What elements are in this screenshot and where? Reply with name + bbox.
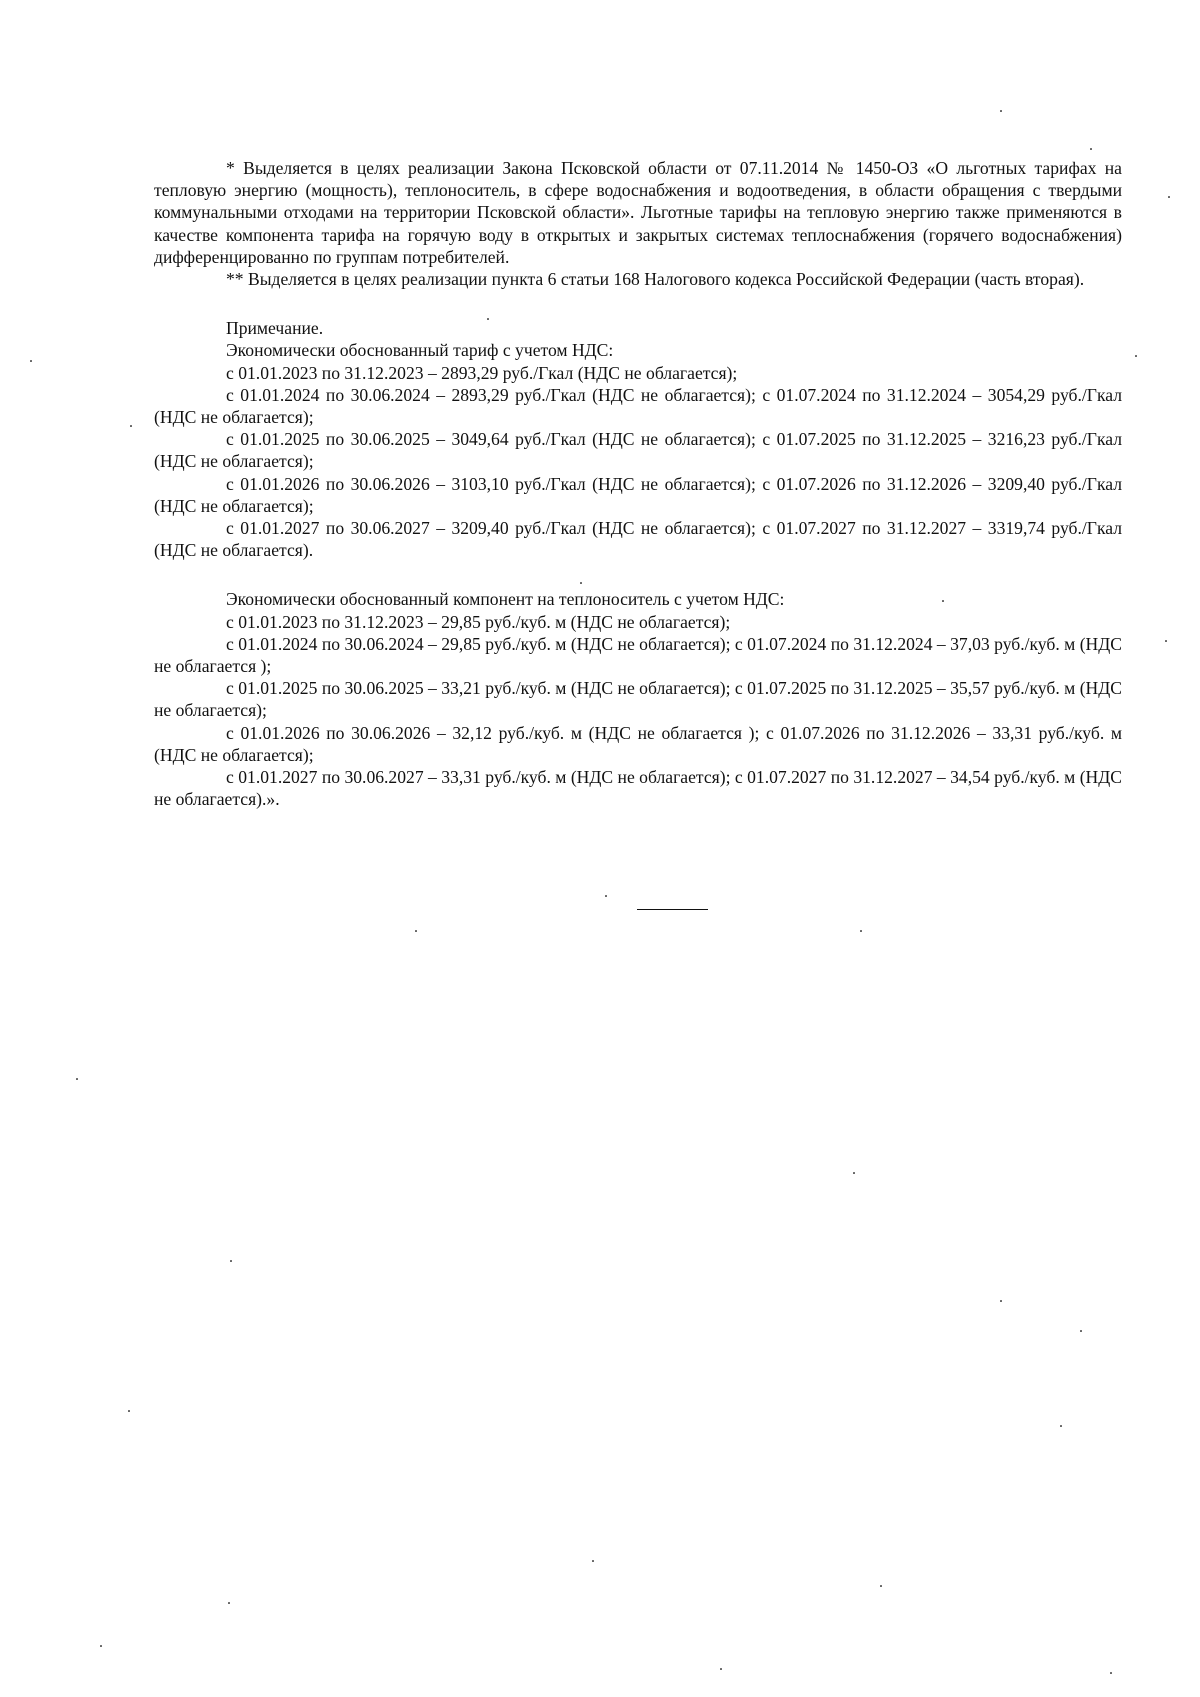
scan-speck <box>1135 355 1137 357</box>
scan-speck <box>130 425 132 427</box>
carrier-line: с 01.01.2024 по 30.06.2024 – 29,85 руб./куб. м (НДС не облагается); с 01.07.2024 по 31.12.2024 – 37,03 руб./куб. м (НДС не облагается ); <box>154 633 1122 677</box>
tariff-line: с 01.01.2023 по 31.12.2023 – 2893,29 руб./Гкал (НДС не облагается); <box>226 362 738 383</box>
tariff-line: с 01.01.2027 по 30.06.2027 – 3209,40 руб./Гкал (НДС не облагается); с 01.07.2027 по 31.12.2027 – 3319,74 руб./Гкал (НДС не облагается). <box>154 518 1122 561</box>
tariff-line: с 01.01.2024 по 30.06.2024 – 2893,29 руб./Гкал (НДС не облагается); с 01.07.2024 по 31.12.2024 – 3054,29 руб./Гкал (НДС не облагается); <box>154 384 1122 428</box>
scan-speck <box>128 1410 130 1412</box>
scan-speck <box>1000 110 1002 112</box>
scan-speck <box>1110 1672 1112 1674</box>
scan-speck <box>853 1172 855 1174</box>
note-heading: Примечание. <box>226 318 324 339</box>
carrier-line: с 01.01.2025 по 30.06.2025 – 33,21 руб./куб. м (НДС не облагается); с 01.07.2025 по 31.12.2025 – 35,57 руб./куб. м (НДС не облагается); <box>154 678 1122 721</box>
scan-speck <box>415 930 417 932</box>
scan-speck <box>1000 1300 1002 1302</box>
document-body <box>154 157 1122 810</box>
scan-speck <box>1168 196 1170 198</box>
tariff-line: с 01.01.2026 по 30.06.2026 – 3103,10 руб./Гкал (НДС не облагается); с 01.07.2026 по 31.12.2026 – 3209,40 руб./Гкал (НДС не облагается); <box>154 473 1122 516</box>
carrier-section-title: Экономически обоснованный компонент на теплоноситель с учетом НДС: <box>226 589 785 610</box>
footnote-double-star: ** Выделяется в целях реализации пункта 6 статьи 168 Налогового кодекса Российской Федерации (часть вторая). <box>226 269 1085 290</box>
scan-speck <box>230 1260 232 1262</box>
tariff-line: с 01.01.2025 по 30.06.2025 – 3049,64 руб./Гкал (НДС не облагается); с 01.07.2025 по 31.12.2025 – 3216,23 руб./Гкал (НДС не облагается); <box>154 429 1122 472</box>
tariff-section-title: Экономически обоснованный тариф с учетом НДС: <box>226 340 614 361</box>
closing-rule <box>637 909 708 910</box>
footnote-single-star: * Выделяется в целях реализации Закона Псковской области от 07.11.2014 № 1450-ОЗ «О льготных тарифах на тепловую энергию (мощность), теплоноситель, в сфере водоснабжения и водоотведения, в области обращения с твердыми коммунальными отходами на территории Псковской области». Льготные тарифы на тепловую энергию также применяются в качестве компонента тарифа на горячую воду в открытых и закрытых системах теплоснабжения (горячего водоснабжения) дифференцированно по группам потребителей. <box>154 158 1122 267</box>
carrier-line: с 01.01.2023 по 31.12.2023 – 29,85 руб./куб. м (НДС не облагается); <box>226 611 731 632</box>
scan-speck <box>720 1668 722 1670</box>
scan-speck <box>1090 148 1092 150</box>
scan-speck <box>1060 1425 1062 1427</box>
paragraph-gap <box>154 290 1122 317</box>
scan-speck <box>580 582 582 584</box>
scan-speck <box>880 1585 882 1587</box>
paragraph-gap <box>154 561 1122 588</box>
scan-speck <box>942 600 944 602</box>
scan-speck <box>592 1560 594 1562</box>
carrier-line: с 01.01.2026 по 30.06.2026 – 32,12 руб./куб. м (НДС не облагается ); с 01.07.2026 по 31.12.2026 – 33,31 руб./куб. м (НДС не облагается); <box>154 722 1122 765</box>
scan-speck <box>605 895 607 897</box>
scan-speck <box>1080 1330 1082 1332</box>
scan-speck <box>30 360 32 362</box>
scan-speck <box>76 1078 78 1080</box>
scan-speck <box>228 1602 230 1604</box>
scan-speck <box>860 930 862 932</box>
carrier-line: с 01.01.2027 по 30.06.2027 – 33,31 руб./куб. м (НДС не облагается); с 01.07.2027 по 31.12.2027 – 34,54 руб./куб. м (НДС не облагается).». <box>154 767 1122 810</box>
scan-speck <box>487 318 489 320</box>
scan-speck <box>1165 640 1167 642</box>
scan-speck <box>100 1645 102 1647</box>
